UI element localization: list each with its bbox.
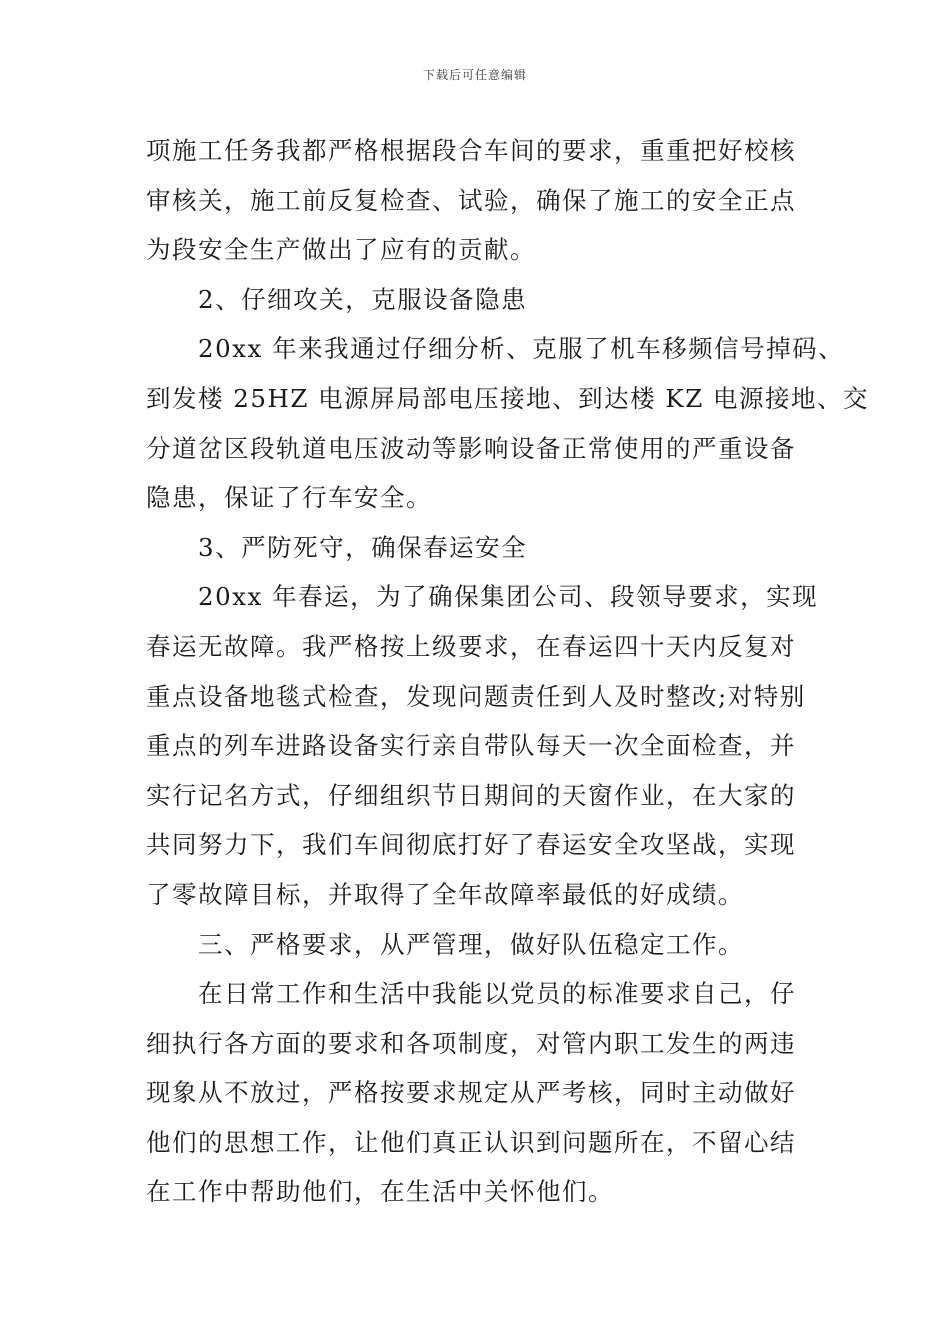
body-line: 重点设备地毯式检查，发现问题责任到人及时整改;对特别: [146, 681, 806, 711]
body-line: 项施工任务我都严格根据段合车间的要求，重重把好校核: [146, 136, 796, 165]
body-line: 分道岔区段轨道电压波动等影响设备正常使用的严重设备: [146, 433, 796, 463]
body-line: 他们的思想工作，让他们真正认识到问题所在，不留心结: [146, 1127, 796, 1157]
body-line: 20xx 年来我通过仔细分析、克服了机车移频信号掉码、: [198, 334, 845, 364]
section-heading: 2、仔细攻关，克服设备隐患: [198, 284, 528, 314]
section-heading: 3、严防死守，确保春运安全: [198, 532, 528, 562]
body-line: 隐患，保证了行车安全。: [146, 483, 432, 513]
body-line: 20xx 年春运，为了确保集团公司、段领导要求，实现: [198, 582, 819, 612]
body-line: 细执行各方面的要求和各项制度，对管内职工发生的两违: [146, 1028, 796, 1058]
body-line: 春运无故障。我严格按上级要求，在春运四十天内反复对: [146, 631, 796, 661]
body-line: 重点的列车进路设备实行亲自带队每天一次全面检查，并: [146, 731, 796, 761]
body-line: 到发楼 25HZ 电源屏局部电压接地、到达楼 KZ 电源接地、交: [146, 383, 870, 413]
document-body: [146, 126, 870, 1217]
body-line: 审核关，施工前反复检查、试验，确保了施工的安全正点: [146, 185, 796, 215]
body-line: 了零故障目标，并取得了全年故障率最低的好成绩。: [146, 879, 744, 909]
body-line: 在工作中帮助他们，在生活中关怀他们。: [146, 1177, 614, 1207]
section-heading: 三、严格要求，从严管理，做好队伍稳定工作。: [198, 929, 744, 959]
body-line: 实行记名方式，仔细组织节日期间的天窗作业，在大家的: [146, 780, 796, 810]
body-line: 现象从不放过，严格按要求规定从严考核，同时主动做好: [146, 1078, 796, 1108]
body-line: 为段安全生产做出了应有的贡献。: [146, 235, 536, 265]
body-line: 共同努力下，我们车间彻底打好了春运安全攻坚战，实现: [146, 830, 796, 860]
page-header: 下载后可任意编辑: [422, 68, 527, 82]
body-line: 在日常工作和生活中我能以党员的标准要求自己，仔: [198, 979, 796, 1009]
